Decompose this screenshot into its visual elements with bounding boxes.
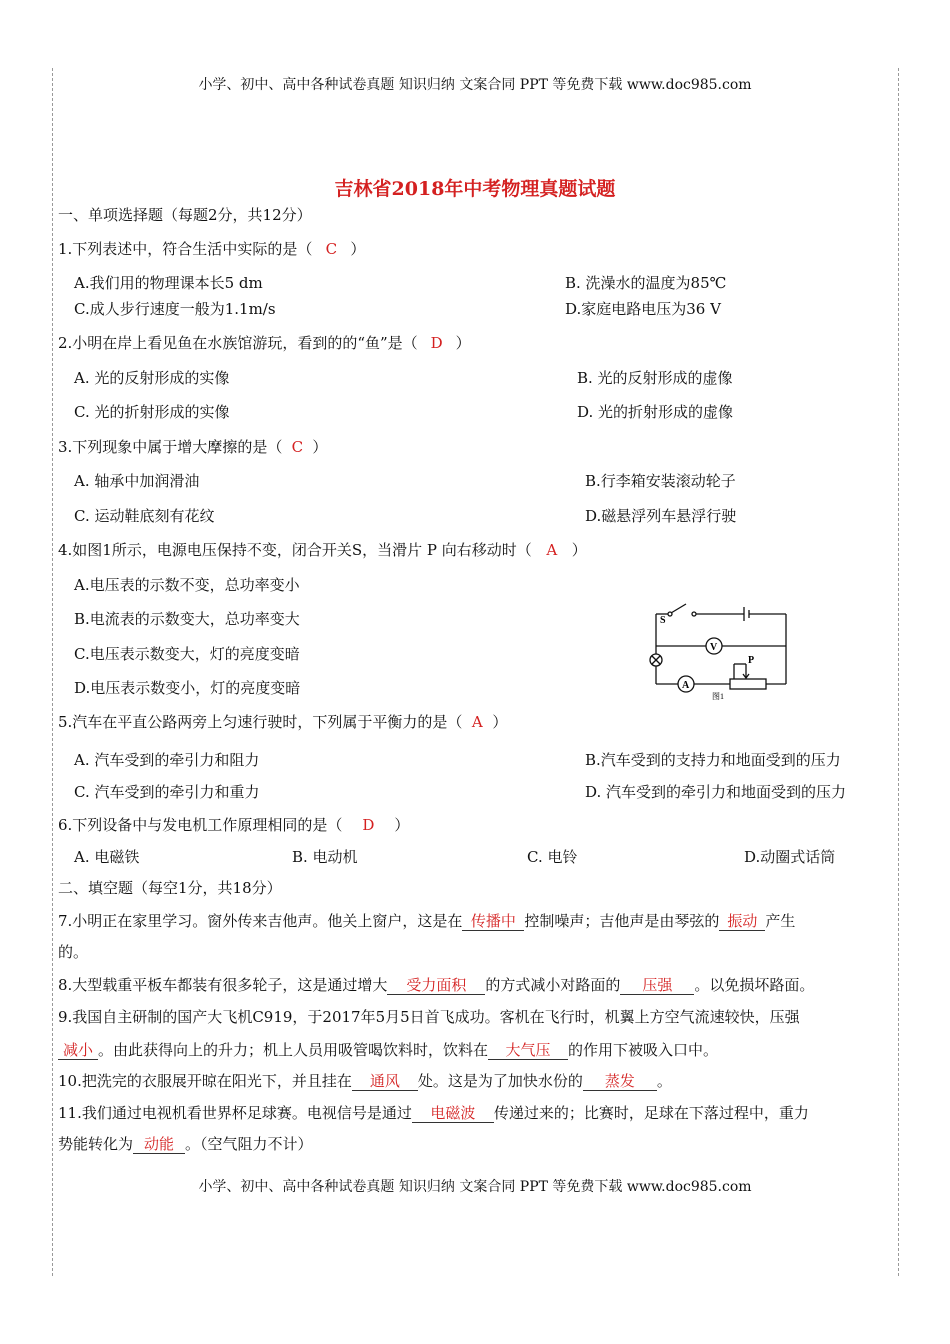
answer: D: [362, 816, 375, 834]
option-c: C. 运动鞋底刻有花纹: [74, 507, 215, 525]
option-b: B.电流表的示数变大，总功率变大: [74, 610, 300, 628]
question-3: 3.下列现象中属于增大摩擦的是（ C ）: [58, 438, 328, 456]
answer: A: [471, 713, 483, 731]
switch-contact: [692, 612, 696, 616]
answer: C: [325, 240, 338, 258]
option-d: D. 光的折射形成的虚像: [577, 403, 734, 421]
answer-blank: 通风: [352, 1072, 418, 1091]
rheostat: [730, 679, 766, 689]
slider-label: P: [748, 655, 755, 666]
question-6: 6.下列设备中与发电机工作原理相同的是（ D ）: [58, 816, 410, 834]
page-title: 吉林省2018年中考物理真题试题: [334, 178, 616, 200]
option-c: C. 电铃: [527, 848, 578, 866]
answer-blank: 受力面积: [387, 976, 485, 995]
answer-blank: 电磁波: [412, 1104, 494, 1123]
page-footer: 小学、初中、高中各种试卷真题 知识归纳 文案合同 PPT 等免费下载 www.doc985.com: [198, 1179, 752, 1195]
page-header: 小学、初中、高中各种试卷真题 知识归纳 文案合同 PPT 等免费下载 www.doc985.com: [198, 77, 752, 93]
question-5: 5.汽车在平直公路两旁上匀速行驶时，下列属于平衡力的是（ A ）: [58, 713, 508, 731]
question-4: 4.如图1所示，电源电压保持不变，闭合开关S，当滑片 P 向右移动时（ A ）: [58, 541, 587, 559]
switch-lever: [671, 604, 686, 613]
question-11: 11.我们通过电视机看世界杯足球赛。电视信号是通过 电磁波 传递过来的；比赛时，足球在下落过程中，重力: [58, 1104, 809, 1122]
answer-blank: 动能: [133, 1135, 185, 1154]
option-b: B. 电动机: [292, 848, 358, 866]
answer-blank: 压强: [620, 976, 694, 995]
option-d: D.动圈式话筒: [744, 848, 836, 866]
option-a: A. 光的反射形成的实像: [74, 369, 230, 387]
option-b: B.行李箱安装滚动轮子: [585, 472, 736, 490]
option-a: A. 轴承中加润滑油: [74, 472, 200, 490]
right-margin-line: [898, 68, 899, 1276]
ammeter-label: A: [682, 680, 690, 691]
question-9: 9.我国自主研制的国产大飞机C919，于2017年5月5日首飞成功。客机在飞行时，机翼上方空气流速较快，压强: [58, 1008, 800, 1026]
section-heading: 二、填空题（每空1分，共18分）: [58, 879, 282, 897]
option-d: D. 汽车受到的牵引力和地面受到的压力: [585, 783, 847, 801]
answer: A: [546, 541, 558, 559]
question-1: 1.下列表述中，符合生活中实际的是（ C ）: [58, 240, 366, 258]
question-7-cont: 的。: [58, 943, 89, 961]
answer-blank: 传播中: [462, 912, 524, 931]
option-d: D.家庭电路电压为36 V: [565, 300, 721, 318]
circuit-diagram: [648, 600, 790, 701]
option-a: A. 汽车受到的牵引力和阻力: [74, 751, 260, 769]
answer-blank: 蒸发: [583, 1072, 657, 1091]
option-d: D.电压表示数变小，灯的亮度变暗: [74, 679, 301, 697]
option-b: B. 光的反射形成的虚像: [577, 369, 733, 387]
answer-blank: 减小: [58, 1041, 98, 1060]
switch-label: S: [660, 615, 666, 626]
answer-blank: 大气压: [488, 1041, 568, 1060]
answer: C: [291, 438, 304, 456]
question-11-cont: 势能转化为 动能 。（空气阻力不计）: [58, 1135, 313, 1153]
answer-blank: 振动: [719, 912, 765, 931]
question-10: 10.把洗完的衣服展开晾在阳光下，并且挂在 通风 处。这是为了加快水份的 蒸发 。: [58, 1072, 672, 1090]
option-a: A. 电磁铁: [74, 848, 140, 866]
option-c: C. 光的折射形成的实像: [74, 403, 230, 421]
option-b: B.汽车受到的支持力和地面受到的压力: [585, 751, 841, 769]
question-2: 2.小明在岸上看见鱼在水族馆游玩，看到的的“鱼”是（ D ）: [58, 334, 471, 352]
answer: D: [430, 334, 443, 352]
question-7: 7.小明正在家里学习。窗外传来吉他声。他关上窗户，这是在 传播中 控制噪声；吉他声是由琴弦的 振动 产生: [58, 912, 796, 930]
option-c: C. 汽车受到的牵引力和重力: [74, 783, 260, 801]
question-9-cont: 减小 。由此获得向上的升力；机上人员用吸管喝饮料时，饮料在 大气压 的作用下被吸入口中。: [58, 1040, 718, 1060]
left-margin-line: [52, 68, 53, 1276]
voltmeter-label: V: [710, 642, 718, 653]
option-d: D.磁悬浮列车悬浮行驶: [585, 507, 737, 525]
option-c: C.成人步行速度一般为1.1m/s: [74, 300, 276, 318]
figure-caption: 图1: [712, 692, 724, 701]
question-8: 8.大型载重平板车都装有很多轮子，这是通过增大 受力面积 的方式减小对路面的 压强 。以免损坏路面。: [58, 976, 815, 994]
option-b: B. 洗澡水的温度为85℃: [565, 274, 727, 292]
section-heading: 一、单项选择题（每题2分，共12分）: [58, 206, 312, 224]
option-c: C.电压表示数变大，灯的亮度变暗: [74, 645, 300, 663]
option-a: A.我们用的物理课本长5 dm: [74, 274, 263, 292]
option-a: A.电压表的示数不变，总功率变小: [74, 576, 300, 594]
